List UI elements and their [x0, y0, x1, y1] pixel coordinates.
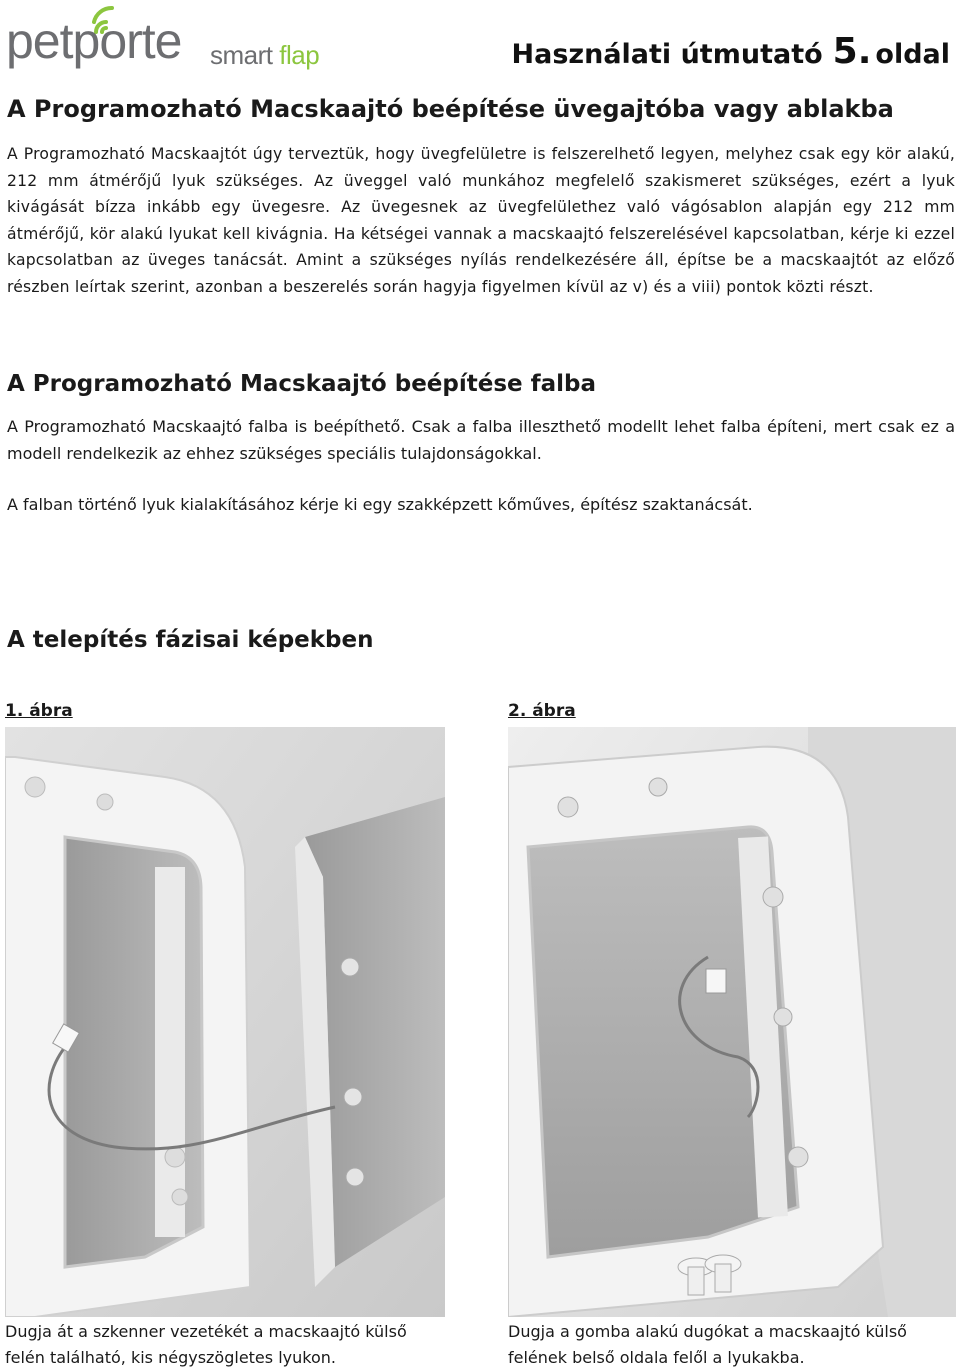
section-title-photos: A telepítés fázisai képekben — [7, 627, 374, 653]
brand-logo — [6, 2, 336, 82]
page-number: 5. — [832, 31, 872, 72]
figure-1-illustration — [5, 727, 445, 1317]
logo-wordmark: petporte — [6, 13, 182, 69]
section-body-wall-1: A Programozható Macskaajtó falba is beépíthető. Csak a falba illeszthető modellt lehet falba építeni, mert csak ez a modell rendelkezik az ehhez szükséges speciális tulajdonságokkal. — [7, 417, 955, 463]
figure-2-caption: Dugja a gomba alakú dugókat a macskaajtó külső felének belső oldala felől a lyukakba. — [508, 1322, 907, 1367]
figure-1-label: 1. ábra — [5, 701, 73, 721]
page-word: oldal — [875, 39, 950, 70]
section-body-wall-2: A falban történő lyuk kialakításához kérje ki egy szakképzett kőműves, építész szaktanácsát. — [7, 495, 753, 514]
document-title: Használati útmutató — [511, 39, 823, 70]
figure-1-photo — [5, 727, 445, 1317]
section-body-glass: A Programozható Macskaajtót úgy terveztük, hogy üvegfelületre is felszerelhető legyen, melyhez csak egy kör alakú, 212 mm átmérőjű lyuk szükséges. Az üveggel való munkához megfelelő szakismeret szükséges, ezért a lyuk kivágását bízza inkább egy üvegesre. Az üvegesnek az üvegfelülethez való vágósablon alapján egy 212 mm átmérőjű, kör alakú lyukat kell kivágnia. Ha kétségei vannak a macskaajtó felszerelésével kapcsolatban, kérje ki ezzel kapcsolatban az üveges tanácsát. Amint a szükséges nyílás rendelkezésére áll, építse be a macskaajtót az előző részben leírtak szerint, azonban a beszerelés során hagyja figyelmen kívül az v) és a viii) pontok közti részt. — [7, 145, 955, 296]
figure-1-caption: Dugja át a szkenner vezetékét a macskaajtó külső felén található, kis négyszögletes lyukon. — [5, 1322, 407, 1367]
logo-subtitle-accent: flap — [279, 40, 320, 70]
figure-2-illustration — [508, 727, 956, 1317]
page-header-title — [511, 31, 951, 72]
figure-2-label: 2. ábra — [508, 701, 576, 721]
logo-subtitle: smart flap — [210, 40, 320, 70]
figure-2-photo — [508, 727, 956, 1317]
section-title-wall: A Programozható Macskaajtó beépítése falba — [7, 371, 597, 397]
section-title-glass: A Programozható Macskaajtó beépítése üvegajtóba vagy ablakba — [7, 95, 894, 123]
